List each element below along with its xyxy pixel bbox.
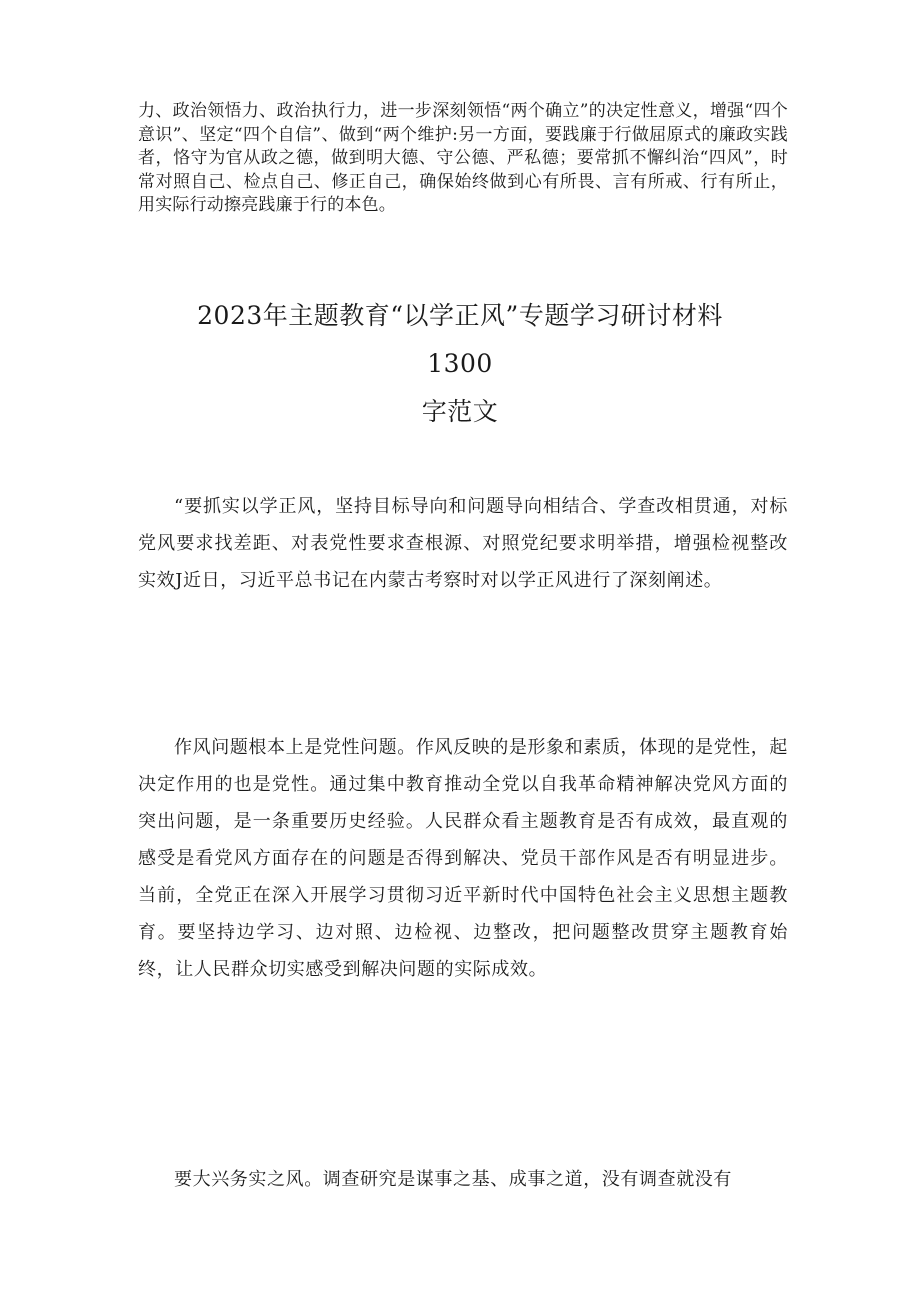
body-paragraph-2: 作风问题根本上是党性问题。作风反映的是形象和素质，体现的是党性，起决定作用的也是党性。通过集中教育推动全党以自我革命精神解决党风方面的突出问题，是一条重要历史经验。人民群众看主题教育是否有成效，最直观的感受是看党风方面存在的问题是否得到解决、党员干部作风是否有明显进步。当前，全党正在深入开展学习贯彻习近平新时代中国特色社会主义思想主题教育。要坚持边学习、边对照、边检视、边整改，把问题整改贯穿主题教育始终，让人民群众切实感受到解决问题的实际成效。 xyxy=(138,737,788,980)
body-paragraph-1: “要抓实以学正风，坚持目标导向和问题导向相结合、学查改相贯通，对标党风要求找差距、对表党性要求查根源、对照党纪要求明举措，增强检视整改实效J近日，习近平总书记在内蒙古考察时对以学正风进行了深刻阐述。 xyxy=(138,496,788,591)
continued-paragraph-text: 力、政治领悟力、政治执行力，进一步深刻领悟“两个确立”的决定性意义，增强“四个意识”、坚定“四个自信”、做到“两个维护:另一方面，要践廉于行做屈原式的廉政实践者，恪守为官从政之德，做到明大德、守公德、严私德；要常抓不懈纠治“四风”，时常对照自己、检点自己、修正自己，确保始终做到心有所畏、言有所戒、行有所止，用实际行动擦亮践廉于行的本色。 xyxy=(138,101,788,215)
body-paragraph-3: 要大兴务实之风。调查研究是谋事之基、成事之道，没有调查就没有 xyxy=(174,1169,732,1190)
title-line-1: 2023年主题教育“以学正风”专题学习研讨材料 xyxy=(197,301,723,330)
continued-paragraph xyxy=(138,100,788,218)
title-line-3: 字范文 xyxy=(421,397,499,426)
title-line-2: 1300 xyxy=(427,349,493,378)
